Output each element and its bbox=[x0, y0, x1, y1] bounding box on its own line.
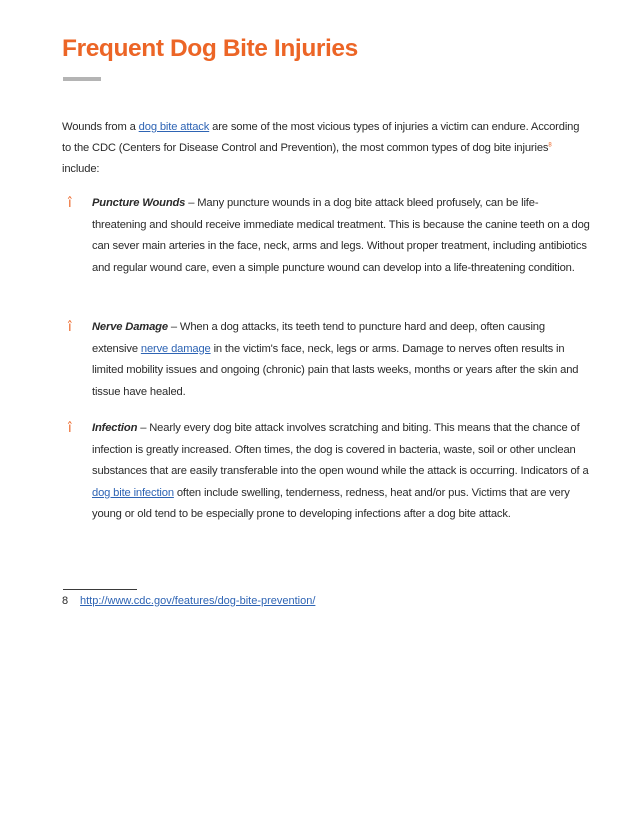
intro-text-1: Wounds from a bbox=[62, 121, 139, 133]
bullet-marker-icon: î bbox=[68, 196, 72, 211]
footnote-reference: 8 bbox=[548, 142, 552, 149]
intro-paragraph bbox=[62, 117, 582, 180]
bullet-term: Nerve Damage bbox=[92, 321, 168, 333]
nerve-damage-link[interactable]: nerve damage bbox=[140, 342, 211, 355]
bullet-text bbox=[92, 317, 592, 403]
intro-text-2: are some of the most vicious types of injuries a victim can endure. According to the CDC (Centers for Disease Control and Prevention), the most common types of dog bite injuries bbox=[62, 121, 580, 154]
intro-text-3: include: bbox=[62, 163, 100, 175]
bullet-description-end: in the victim's face, neck, legs or arms. Damage to nerves often results in limited mobility issues and ongoing (chronic) pain that lasts weeks, months or years after the skin and tissue have healed. bbox=[92, 342, 579, 398]
bullet-term: Puncture Wounds bbox=[92, 197, 186, 209]
bullet-marker-icon: î bbox=[68, 421, 72, 436]
title-underline bbox=[63, 77, 101, 81]
cdc-footnote-link[interactable]: http://www.cdc.gov/features/dog-bite-prevention/ bbox=[80, 595, 316, 607]
bullet-term: Infection bbox=[92, 422, 138, 434]
dog-bite-attack-link[interactable]: dog bite attack bbox=[138, 121, 210, 133]
bullet-description-start: – Nearly every dog bite attack involves scratching and biting. This means that the chance of infection is greatly increased. Often times, the dog is covered in bacteria, waste, soil or other unclean substances that are easily transferable into the open wound while the attack is occurring. Indicators of a bbox=[92, 422, 589, 478]
footnote-number: 8 bbox=[62, 595, 69, 607]
footnote-separator bbox=[63, 589, 137, 590]
page-title: Frequent Dog Bite Injuries bbox=[62, 35, 358, 62]
bullet-description-end: often include swelling, tenderness, redness, heat and/or pus. Victims that are very young or old tend to be especially prone to developing infections after a dog bite attack. bbox=[92, 486, 570, 521]
bullet-marker-icon: î bbox=[68, 320, 72, 335]
bullet-description-start: – When a dog attacks, its teeth tend to puncture hard and deep, often causing extensive bbox=[92, 321, 545, 355]
footnote bbox=[62, 593, 315, 609]
bullet-description: – Many puncture wounds in a dog bite attack bleed profusely, can be life-threatening and should receive immediate medical treatment. This is because the canine teeth on a dog can sever main arteries in the face, neck, arms and legs. Without proper treatment, including antibiotics and regular wound care, even a simple puncture wound can develop into a life-threatening condition. bbox=[92, 197, 590, 274]
bullet-text bbox=[92, 418, 592, 526]
dog-bite-infection-link[interactable]: dog bite infection bbox=[92, 486, 174, 499]
bullet-text bbox=[92, 193, 592, 279]
